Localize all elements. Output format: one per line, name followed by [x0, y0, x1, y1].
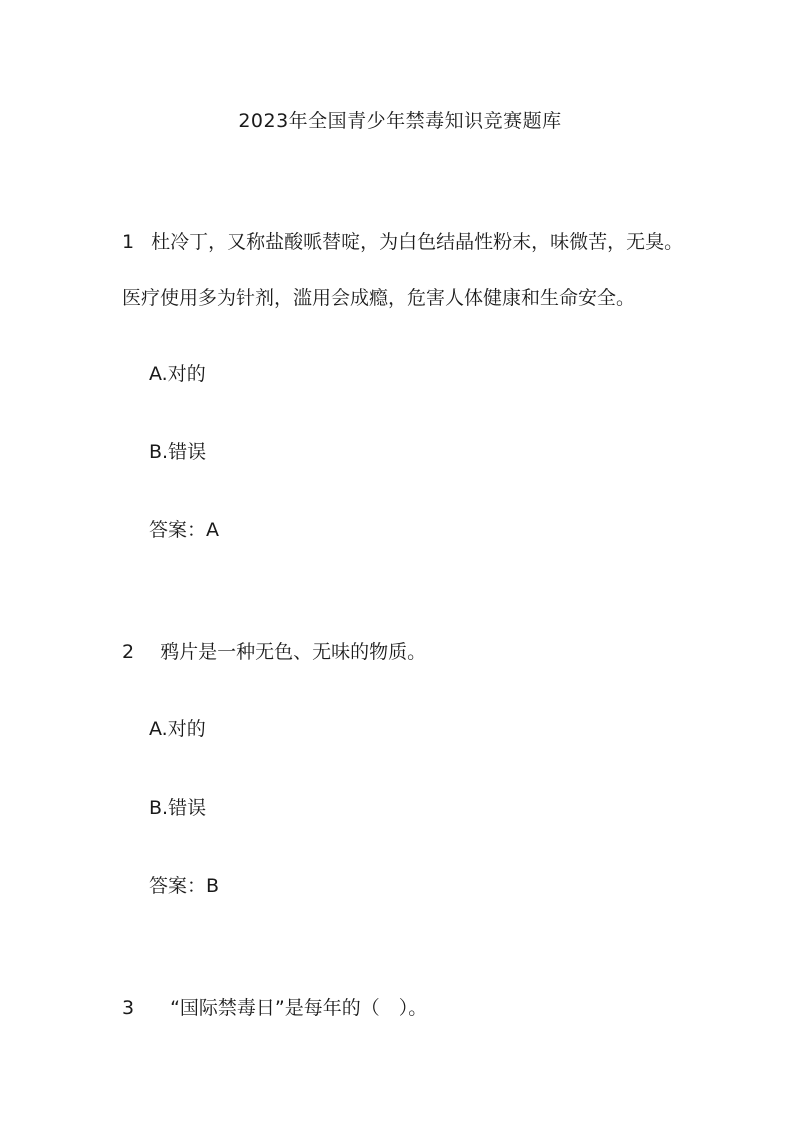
question-1-line-2: 医疗使用多为针剂，滥用会成瘾，危害人体健康和生命安全。 [122, 287, 636, 309]
question-number: 1 [122, 231, 135, 253]
question-text: 鸦片是一种无色、无味的物质。 [160, 641, 427, 663]
question-1-answer: 答案：A [149, 519, 219, 541]
question-number: 3 [122, 997, 135, 1019]
question-3-line-1 [122, 996, 427, 1020]
question-2-answer: 答案：B [149, 875, 220, 897]
question-text: 杜冷丁，又称盐酸哌替啶，为白色结晶性粉末，味微苦，无臭。 [151, 231, 684, 253]
question-2-option-a: A.对的 [149, 718, 206, 740]
question-1-option-b: B.错误 [149, 441, 207, 463]
question-2-option-b: B.错误 [149, 797, 207, 819]
question-1-line-1 [122, 230, 683, 254]
question-number: 2 [122, 641, 135, 663]
question-text: “国际禁毒日”是每年的（ ）。 [170, 997, 428, 1019]
document-title: 2023年全国青少年禁毒知识竞赛题库 [238, 110, 562, 132]
question-2-line-1 [122, 640, 426, 664]
question-1-option-a: A.对的 [149, 363, 206, 385]
